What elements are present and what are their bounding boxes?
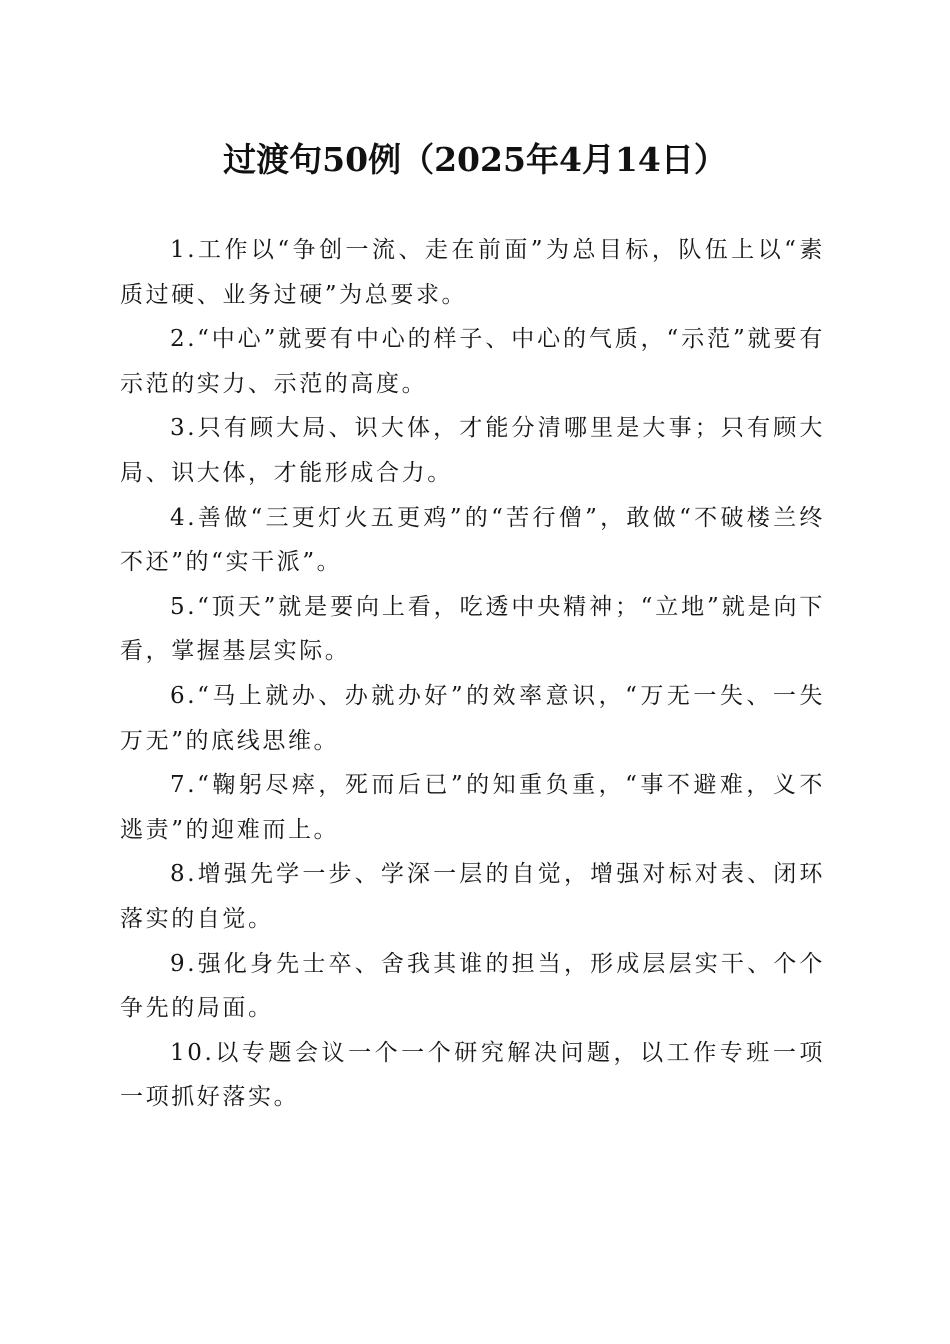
paragraph-3: 3.只有顾大局、识大体，才能分清哪里是大事；只有顾大局、识大体，才能形成合力。: [120, 415, 825, 486]
paragraph-6: 6.“马上就办、办就办好”的效率意识，“万无一失、一失万无”的底线思维。: [120, 682, 825, 754]
paragraph-5: 5.“顶天”就是要向上看，吃透中央精神；“立地”就是向下看，掌握基层实际。: [120, 593, 825, 665]
paragraph-2: 2.“中心”就要有中心的样子、中心的气质，“示范”就要有示范的实力、示范的高度。: [120, 326, 825, 397]
paragraph-10: 10.以专题会议一个一个研究解决问题，以工作专班一项一项抓好落实。: [120, 1039, 825, 1111]
document-body: [120, 228, 825, 1120]
document-title: 过渡句50例（2025年4月14日）: [223, 140, 727, 179]
paragraph-7: 7.“鞠躬尽瘁，死而后已”的知重负重，“事不避难，义不逃责”的迎难而上。: [120, 772, 825, 843]
paragraph-1: 1.工作以“争创一流、走在前面”为总目标，队伍上以“素质过硬、业务过硬”为总要求。: [120, 237, 825, 308]
paragraph-8: 8.增强先学一步、学深一层的自觉，增强对标对表、闭环落实的自觉。: [120, 861, 825, 932]
paragraph-4: 4.善做“三更灯火五更鸡”的“苦行僧”，敢做“不破楼兰终不还”的“实干派”。: [120, 504, 825, 576]
paragraph-9: 9.强化身先士卒、舍我其谁的担当，形成层层实干、个个争先的局面。: [120, 950, 825, 1022]
